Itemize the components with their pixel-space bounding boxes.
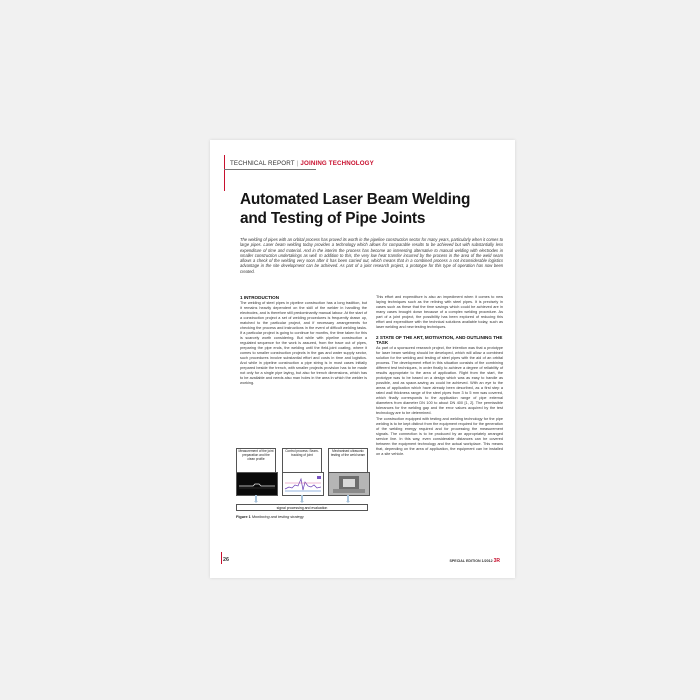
header-topic: JOINING TECHNOLOGY [300, 160, 374, 167]
footer-accent-rule [221, 552, 222, 564]
footer-journal-name: SPECIAL EDITION 1/2012 [449, 559, 493, 563]
page-number: 26 [223, 557, 229, 563]
publisher-logo: 3R [493, 558, 500, 564]
figure-caption-text: Monitoring and testing strategy [251, 515, 304, 519]
down-arrow-icon [255, 495, 257, 501]
section-heading-state-of-art: 2 STATE OF THE ART, MOTIVATION, AND OUTLINING THE TASK [376, 334, 503, 346]
paragraph: The welding of steel pipes in pipeline construction has a long tradition, but it remains heavily dependent on the skill of the welder in handling the electrodes, and is therefore still predominantly manual labour. At the start of a construction project a set of welding procedures is frequently drawn up, matched to the particular project, and if necessary arrangements for checking the process and instructions in the event of difficult welding tasks. If a particular project is going to continue for months, the time taken for this is scarcely worth considering. But while with pipeline construction a regulated sequence for the work is assured, from the trace out of pipes, preparing the pipe ends, the welding until the field-joint coating, where it comes to smaller construction projects in the gas and water supply sector, such procedures involve substantial effort and costs in time and logistics. And while in pipeline construction a pipe string is in most cases initially prepared beside the trench, with smaller projects provision has to be made not only for a single pipe laying, but also for trench dimensions, which has to be available and needs also man holes in the area in which the welder is working. [240, 301, 367, 385]
footer-journal [450, 558, 500, 564]
figure-1 [236, 448, 368, 522]
article-title: Automated Laser Beam Welding and Testing of Pipe Joints [240, 191, 471, 227]
figure-signal-processing-box: signal processing and evaluation [236, 504, 368, 511]
figure-image-ultrasonic-device [328, 472, 370, 496]
left-column [240, 295, 367, 387]
figure-box-ultrasonic: Mechanised ultrasonic testing of the weld seam [328, 448, 368, 474]
right-column [376, 295, 503, 525]
ultrasonic-device-graphic [329, 473, 369, 495]
laser-profile-graphic [237, 473, 277, 495]
running-header: TECHNICAL REPORT | JOINING TECHNOLOGY [230, 160, 374, 167]
paragraph: The construction equipped with testing and welding technology for the pipe welding is to be kept distinct from the equipment required for the generation of the welding energy required and for processing the measurement signals. The connection is to be produced by an appropriately arranged service line. In this way, even considerable distances can be covered between the equipment technology and the actual workplace. This means that, depending on the area of application, the equipment can be installed on a site vehicle. [376, 417, 503, 456]
seam-tracking-graphic [283, 473, 323, 495]
figure-caption-label: Figure 1 [236, 515, 251, 519]
figure-box-control: Control process: Seam-tracking of joint [282, 448, 322, 474]
header-section: TECHNICAL REPORT [230, 160, 295, 167]
figure-box-measurement: Measurement of the joint preparation and the clean profile [236, 448, 276, 474]
down-arrow-icon [347, 495, 349, 501]
header-underline [224, 169, 316, 170]
document-page [210, 140, 515, 578]
header-accent-rule [224, 155, 225, 191]
article-abstract: The welding of pipes with an orbital process has proved its worth in the pipeline construction sector for many years, particularly when it comes to large pipes. Laser beam welding today provides a technology which allows for comparable results to be achieved but with substantially less expenditure of time and material. And in the interim the process has become an interesting alternative to manual welding with electrodes in smaller construction undertakings as well. In addition to this, the very low heat transfer incurred by the process in the area of the weld seam allows a check of the welding very soon after it has been carried out, which means that in a combined process a not inconsiderable logistics advantage in the site development can be achieved. As part of a joint research project, a prototype for this type of operation has now been created. [240, 237, 503, 274]
paragraph: As part of a sponsored research project, the intention was that a prototype for laser beam welding should be developed, which will allow a combined solution for the welding and testing of steel pipes with the aid of an orbital process. The development effort in this situation consists of the combining different test techniques, in order finally to achieve a degree of reliability of results appropriate to the area of application. Right from the start, the prototype was to be based on a design which was as easy to handle as possible, and as space-saving as could be achieved. With an eye to the areas of application which have already been described, as a first step a rated wall thickness range of the steel pipes from 3 to 5 mm was covered, which finally corresponds to the application range of pipe external diameters from diameter DN 100 to about DN 400 [1, 2]. The permissible tolerances for the welding gap and the error values acquired by the test technology are to be determined. [376, 346, 503, 415]
down-arrow-icon [301, 495, 303, 501]
figure-image-seam-tracking-plot [282, 472, 324, 496]
figure-image-laser-profile [236, 472, 278, 496]
section-heading-introduction: 1 INTRODUCTION [240, 295, 280, 300]
figure-caption [236, 515, 368, 520]
paragraph: This effort and expenditure is also an impediment when it comes to new laying techniques such as the relining with steel pipes. It is precisely in cases such as these that the time savings which could be achieved are in many cases brought down because of a complex welding procedure. As part of a joint project, the possibility has been explored of reducing this effort and expenditure with the technical solutions available today, such as laser welding and new testing techniques. [376, 295, 503, 329]
